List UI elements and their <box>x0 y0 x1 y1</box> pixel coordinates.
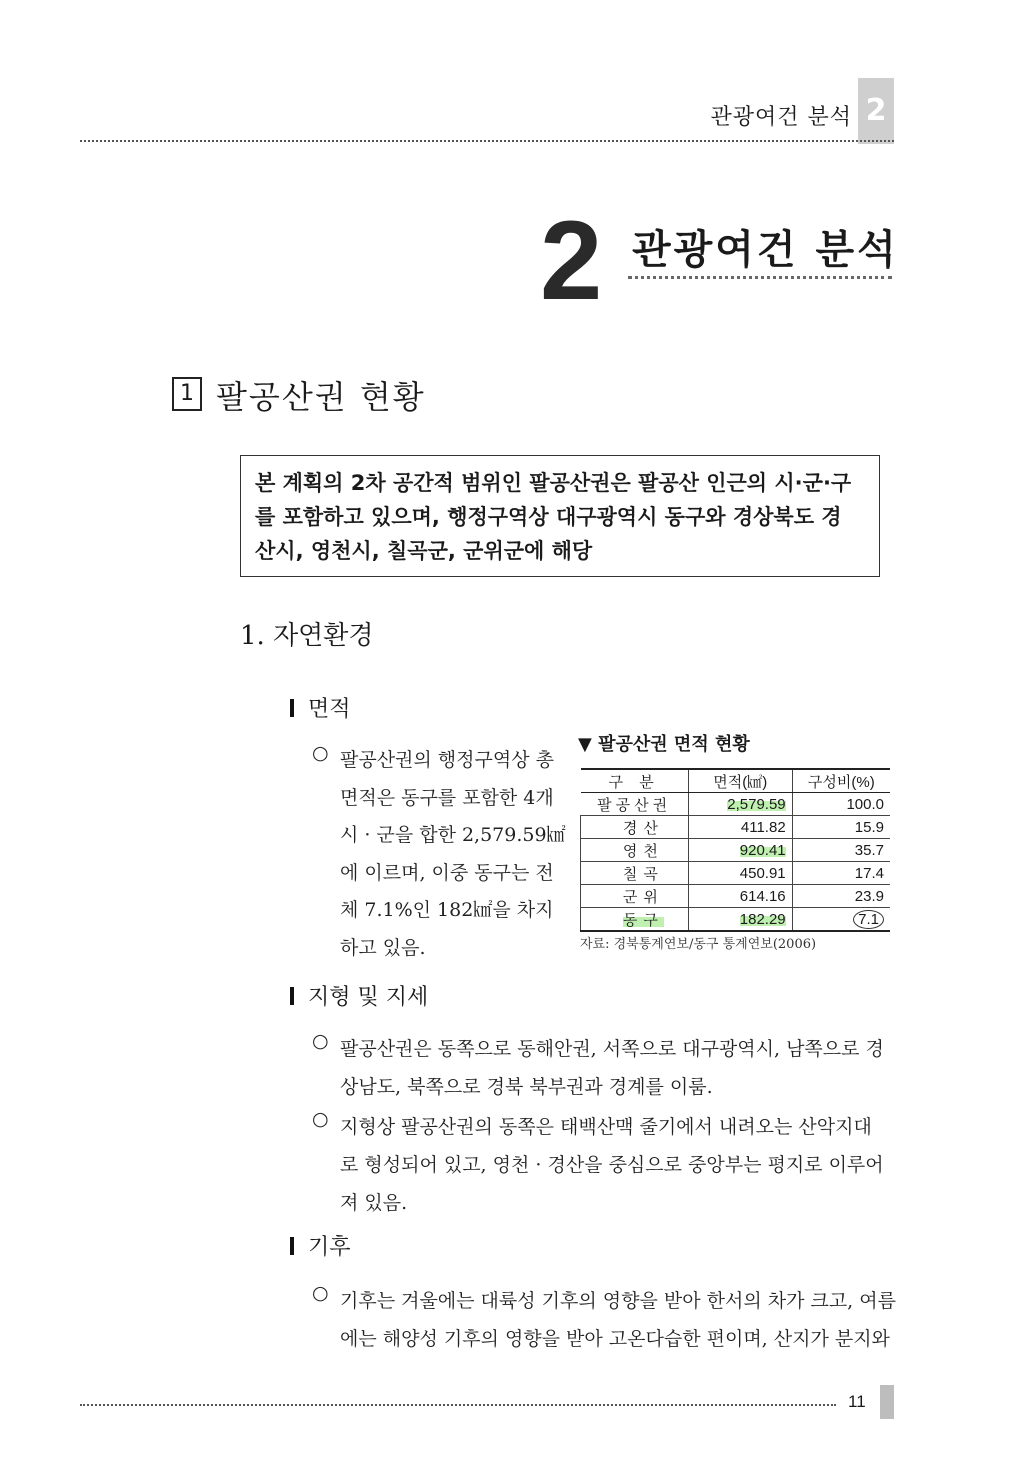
climate-line: 기후는 겨울에는 대륙성 기후의 영향을 받아 한서의 차가 크고, 여름 <box>340 1290 896 1312</box>
area-line: 체 7.1%인 182㎢을 차지 <box>340 899 554 921</box>
cell-area: 450.91 <box>688 862 792 885</box>
terrain-heading-label: 지형 및 지세 <box>308 985 429 1010</box>
header-divider <box>80 140 894 142</box>
cell-name: 칠곡 <box>581 862 689 885</box>
cell-area: 411.82 <box>688 816 792 839</box>
page-number: 11 <box>848 1392 866 1411</box>
table-row <box>581 816 891 839</box>
cell-ratio: 17.4 <box>792 862 890 885</box>
cell-ratio: 35.7 <box>792 839 890 862</box>
cell-area: 182.29 <box>688 908 792 932</box>
area-heading-label: 면적 <box>308 697 351 722</box>
cell-ratio: 23.9 <box>792 885 890 908</box>
area-line: 팔공산권의 행정구역상 총 <box>340 749 554 771</box>
terrain-line: 지형상 팔공산권의 동쪽은 태백산맥 줄기에서 내려오는 산악지대 <box>340 1116 872 1138</box>
cell-name: 경산 <box>581 816 689 839</box>
climate-heading <box>290 1230 351 1261</box>
cell-name: 군위 <box>581 885 689 908</box>
section-number-box: 1 <box>172 377 202 411</box>
bullet-circle-icon: ○ <box>312 742 329 764</box>
area-table-title: ▼ 팔공산권 면적 현황 <box>578 734 750 755</box>
bullet-circle-icon: ○ <box>312 1108 329 1130</box>
heading-bar-icon <box>290 987 294 1005</box>
area-line: 하고 있음. <box>340 936 426 959</box>
section-title: 팔공산권 현황 <box>216 378 426 416</box>
cell-name: 동구 <box>581 908 689 932</box>
cell-area: 614.16 <box>688 885 792 908</box>
climate-heading-label: 기후 <box>308 1235 351 1260</box>
chapter-number: 2 <box>540 198 603 323</box>
area-line: 시 · 군을 합한 2,579.59㎢ <box>340 824 566 846</box>
table-row <box>581 793 891 816</box>
terrain-line: 로 형성되어 있고, 영천 · 경산을 중심으로 중앙부는 평지로 이루어 <box>340 1154 884 1176</box>
terrain-paragraph-2 <box>312 1108 892 1224</box>
cell-name: 팔공산권 <box>581 793 689 816</box>
climate-paragraph-1 <box>312 1282 896 1362</box>
area-table <box>580 768 890 932</box>
table-row <box>581 839 891 862</box>
cell-area: 920.41 <box>688 839 792 862</box>
table-source: 자료: 경북통계연보/동구 통계연보(2006) <box>580 937 817 952</box>
terrain-line: 상남도, 북쪽으로 경북 북부권과 경계를 이룸. <box>340 1076 713 1098</box>
area-line: 면적은 동구를 포함한 4개 <box>340 786 554 809</box>
area-line: 에 이르며, 이중 동구는 전 <box>340 861 554 884</box>
subsection-title: 1. 자연환경 <box>240 621 374 651</box>
cell-area: 2,579.59 <box>688 793 792 816</box>
table-row <box>581 885 891 908</box>
col-header-area: 면적(㎢) <box>688 769 792 793</box>
table-row <box>581 908 891 932</box>
climate-line: 에는 해양성 기후의 영향을 받아 고온다습한 편이며, 산지가 분지와 <box>340 1328 890 1350</box>
summary-line: 를 포함하고 있으며, 행정구역상 대구광역시 동구와 경상북도 경 <box>255 505 842 529</box>
summary-box <box>240 455 880 577</box>
cell-name: 영천 <box>581 839 689 862</box>
area-heading <box>290 692 351 723</box>
footer-divider <box>80 1404 836 1406</box>
col-header-ratio: 구성비(%) <box>792 769 890 793</box>
cell-ratio: 100.0 <box>792 793 890 816</box>
table-header-row <box>581 769 891 793</box>
summary-line: 산시, 영천시, 칠곡군, 군위군에 해당 <box>255 539 593 563</box>
terrain-line: 져 있음. <box>340 1192 408 1214</box>
terrain-heading <box>290 980 428 1011</box>
chapter-title-underline <box>628 276 892 279</box>
terrain-line: 팔공산권은 동쪽으로 동해안권, 서쪽으로 대구광역시, 남쪽으로 경 <box>340 1038 884 1060</box>
area-paragraph <box>312 742 566 972</box>
bullet-circle-icon: ○ <box>312 1030 329 1052</box>
terrain-paragraph-1 <box>312 1030 892 1110</box>
heading-bar-icon <box>290 1237 294 1255</box>
bullet-circle-icon: ○ <box>312 1282 329 1304</box>
summary-line: 본 계획의 2차 공간적 범위인 팔공산권은 팔공산 인근의 시·군·구 <box>255 471 852 495</box>
chapter-tab: 2 <box>858 78 894 144</box>
table-row <box>581 862 891 885</box>
chapter-title: 관광여건 분석 <box>632 226 899 273</box>
running-header-title: 관광여건 분석 <box>710 105 852 130</box>
footer-tab <box>880 1385 894 1419</box>
heading-bar-icon <box>290 699 294 717</box>
cell-ratio: 15.9 <box>792 816 890 839</box>
cell-ratio: 7.1 <box>792 908 890 932</box>
col-header-division: 구 분 <box>581 769 689 793</box>
